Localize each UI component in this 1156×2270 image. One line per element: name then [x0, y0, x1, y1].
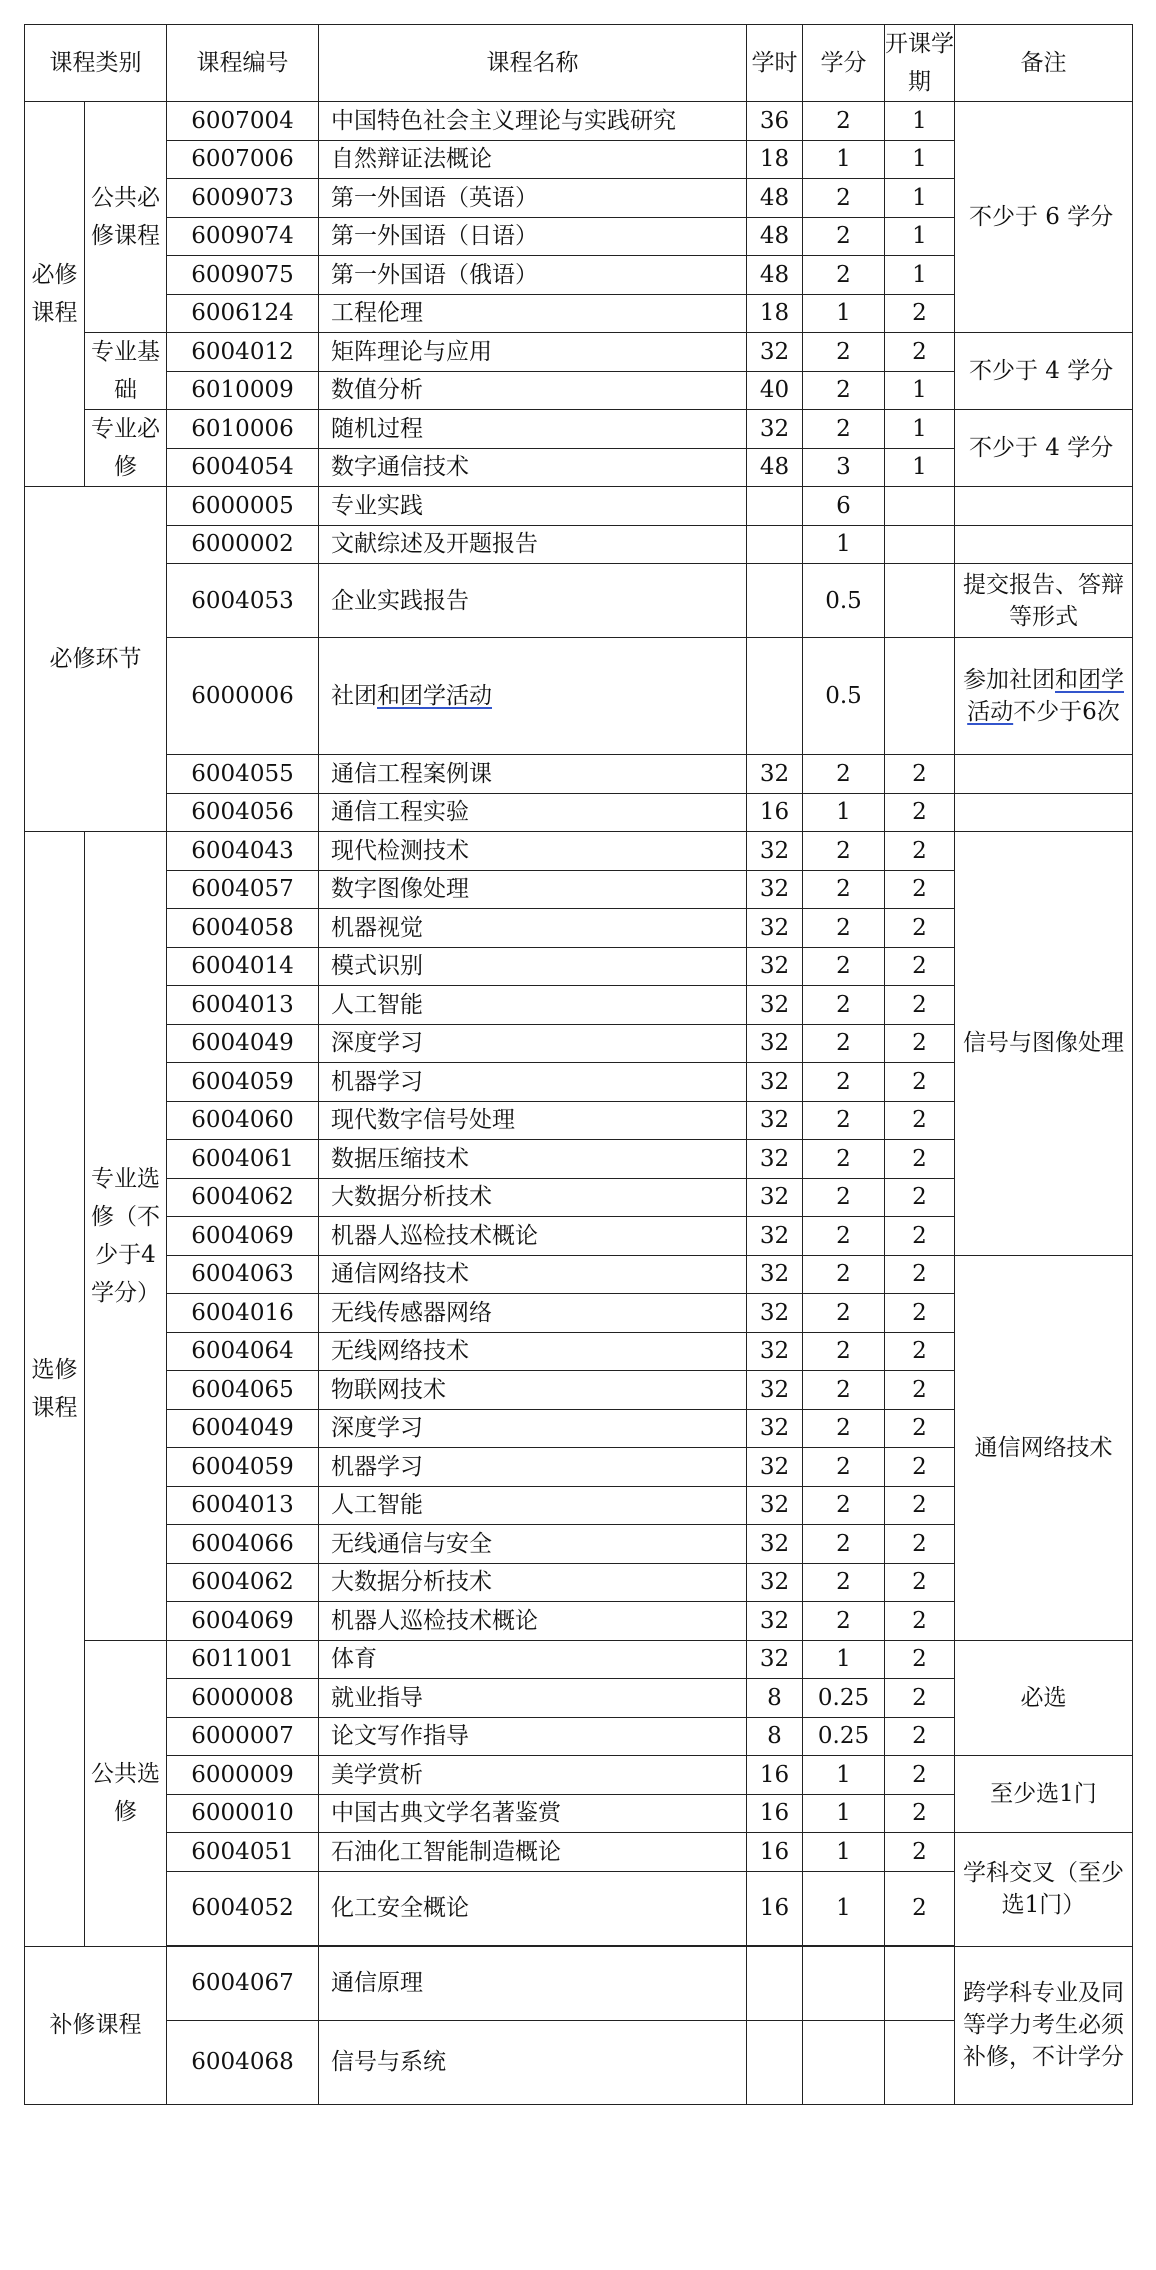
course-hours [747, 487, 803, 526]
course-name: 第一外国语（俄语） [319, 256, 747, 295]
course-code: 6004068 [167, 2020, 319, 2104]
course-name: 大数据分析技术 [319, 1178, 747, 1217]
course-hours [747, 525, 803, 564]
course-code: 6004062 [167, 1563, 319, 1602]
course-name: 矩阵理论与应用 [319, 333, 747, 372]
course-hours: 32 [747, 333, 803, 372]
course-semester: 2 [885, 1679, 955, 1718]
course-name: 数字通信技术 [319, 448, 747, 487]
course-code: 6004069 [167, 1217, 319, 1256]
course-semester: 2 [885, 947, 955, 986]
course-semester: 2 [885, 1371, 955, 1410]
note-major-required: 不少于 4 学分 [955, 410, 1133, 487]
course-name: 机器视觉 [319, 909, 747, 948]
course-hours: 32 [747, 1332, 803, 1371]
course-name: 通信工程案例课 [319, 755, 747, 794]
course-code: 6009073 [167, 179, 319, 218]
course-credits: 2 [803, 371, 885, 410]
table-row [25, 1833, 1133, 1872]
course-semester: 2 [885, 1255, 955, 1294]
course-code: 6004062 [167, 1178, 319, 1217]
course-credits: 3 [803, 448, 885, 487]
header-row [25, 25, 1133, 102]
course-semester: 2 [885, 1833, 955, 1872]
course-hours: 18 [747, 294, 803, 333]
course-hours: 18 [747, 140, 803, 179]
course-code: 6004049 [167, 1409, 319, 1448]
note-empty [955, 755, 1133, 794]
course-semester: 2 [885, 1140, 955, 1179]
note-part: 不少于6次 [1013, 699, 1120, 725]
course-semester: 2 [885, 1602, 955, 1641]
course-hours [747, 638, 803, 755]
course-credits: 1 [803, 1640, 885, 1679]
course-credits: 2 [803, 1217, 885, 1256]
note-empty [955, 793, 1133, 832]
course-code: 6004057 [167, 870, 319, 909]
table-row [25, 102, 1133, 141]
course-semester [885, 2020, 955, 2104]
course-credits: 2 [803, 1294, 885, 1333]
course-hours: 16 [747, 1833, 803, 1872]
course-code: 6000009 [167, 1756, 319, 1795]
note-interdisciplinary: 学科交叉（至少选1门） [955, 1833, 1133, 1947]
course-semester: 1 [885, 217, 955, 256]
course-code: 6004049 [167, 1024, 319, 1063]
course-hours: 32 [747, 1217, 803, 1256]
course-hours: 48 [747, 256, 803, 295]
course-code: 6004054 [167, 448, 319, 487]
course-hours: 40 [747, 371, 803, 410]
course-hours: 32 [747, 1371, 803, 1410]
course-semester: 2 [885, 1448, 955, 1487]
course-semester: 2 [885, 1486, 955, 1525]
course-credits: 2 [803, 1448, 885, 1487]
note-activities [955, 638, 1133, 755]
course-code: 6010006 [167, 410, 319, 449]
course-hours: 8 [747, 1679, 803, 1718]
course-hours: 32 [747, 1525, 803, 1564]
course-name [319, 638, 747, 755]
course-credits: 1 [803, 1756, 885, 1795]
course-code: 6004069 [167, 1602, 319, 1641]
course-name: 深度学习 [319, 1409, 747, 1448]
course-credits: 0.25 [803, 1717, 885, 1756]
course-code: 6006124 [167, 294, 319, 333]
course-code: 6004061 [167, 1140, 319, 1179]
course-semester [885, 638, 955, 755]
course-code: 6004064 [167, 1332, 319, 1371]
header-category: 课程类别 [25, 25, 167, 102]
course-name: 机器学习 [319, 1448, 747, 1487]
group-required: 必修课程 [25, 102, 85, 487]
note-comm-network: 通信网络技术 [955, 1255, 1133, 1640]
course-name: 石油化工智能制造概论 [319, 1833, 747, 1872]
course-code: 6007006 [167, 140, 319, 179]
course-credits: 2 [803, 986, 885, 1025]
course-code: 6004059 [167, 1448, 319, 1487]
course-semester: 2 [885, 1024, 955, 1063]
course-hours: 32 [747, 1294, 803, 1333]
course-hours: 48 [747, 217, 803, 256]
course-credits: 2 [803, 832, 885, 871]
course-semester: 2 [885, 1640, 955, 1679]
header-semester: 开课学期 [885, 25, 955, 102]
course-name: 论文写作指导 [319, 1717, 747, 1756]
table-row [25, 1756, 1133, 1795]
note-choose-one: 至少选1门 [955, 1756, 1133, 1833]
course-semester: 1 [885, 256, 955, 295]
course-hours: 32 [747, 1486, 803, 1525]
course-name: 深度学习 [319, 1024, 747, 1063]
header-name: 课程名称 [319, 25, 747, 102]
note-major-basic: 不少于 4 学分 [955, 333, 1133, 410]
course-name: 文献综述及开题报告 [319, 525, 747, 564]
course-credits: 2 [803, 947, 885, 986]
curriculum-table [24, 24, 1133, 2105]
note-part: 参加社团 [963, 667, 1055, 693]
table-row [25, 487, 1133, 526]
course-credits: 1 [803, 1833, 885, 1872]
course-name: 中国特色社会主义理论与实践研究 [319, 102, 747, 141]
course-semester: 2 [885, 1409, 955, 1448]
course-hours [747, 1946, 803, 2020]
header-credits: 学分 [803, 25, 885, 102]
course-hours: 32 [747, 1563, 803, 1602]
course-credits: 2 [803, 410, 885, 449]
course-semester [885, 525, 955, 564]
course-credits: 2 [803, 1178, 885, 1217]
course-credits: 1 [803, 1794, 885, 1833]
table-row [25, 1640, 1133, 1679]
course-name: 通信网络技术 [319, 1255, 747, 1294]
course-name: 机器人巡检技术概论 [319, 1602, 747, 1641]
course-credits [803, 2020, 885, 2104]
course-semester: 2 [885, 793, 955, 832]
group-major-required: 专业必修 [85, 410, 167, 487]
course-semester [885, 1946, 955, 2020]
course-code: 6000008 [167, 1679, 319, 1718]
course-hours: 32 [747, 1140, 803, 1179]
course-hours: 16 [747, 1871, 803, 1945]
course-code: 6000006 [167, 638, 319, 755]
course-code: 6009075 [167, 256, 319, 295]
course-code: 6011001 [167, 1640, 319, 1679]
course-semester: 1 [885, 140, 955, 179]
course-hours [747, 2020, 803, 2104]
course-name: 现代数字信号处理 [319, 1101, 747, 1140]
course-name: 信号与系统 [319, 2020, 747, 2104]
course-code: 6009074 [167, 217, 319, 256]
course-code: 6004016 [167, 1294, 319, 1333]
course-semester: 2 [885, 1756, 955, 1795]
course-semester: 2 [885, 1178, 955, 1217]
note-report: 提交报告、答辩等形式 [955, 564, 1133, 638]
table-row [25, 1946, 1133, 2020]
course-semester: 2 [885, 294, 955, 333]
course-hours: 32 [747, 909, 803, 948]
course-code: 6004014 [167, 947, 319, 986]
course-credits: 2 [803, 179, 885, 218]
course-name: 机器学习 [319, 1063, 747, 1102]
table-row [25, 755, 1133, 794]
header-hours: 学时 [747, 25, 803, 102]
course-credits: 1 [803, 140, 885, 179]
course-semester: 1 [885, 410, 955, 449]
course-semester: 2 [885, 1063, 955, 1102]
course-name: 体育 [319, 1640, 747, 1679]
course-semester: 2 [885, 1294, 955, 1333]
course-name: 企业实践报告 [319, 564, 747, 638]
course-name: 化工安全概论 [319, 1871, 747, 1945]
course-credits: 2 [803, 1332, 885, 1371]
course-hours: 16 [747, 1794, 803, 1833]
course-semester [885, 564, 955, 638]
course-hours: 16 [747, 793, 803, 832]
course-credits: 2 [803, 1063, 885, 1102]
course-semester: 1 [885, 448, 955, 487]
course-hours: 32 [747, 1602, 803, 1641]
course-semester: 2 [885, 1794, 955, 1833]
course-credits: 2 [803, 870, 885, 909]
course-hours: 32 [747, 832, 803, 871]
group-elective: 选修课程 [25, 832, 85, 1947]
course-semester: 2 [885, 832, 955, 871]
course-credits: 2 [803, 1409, 885, 1448]
course-name: 人工智能 [319, 1486, 747, 1525]
course-hours: 48 [747, 179, 803, 218]
course-name: 第一外国语（英语） [319, 179, 747, 218]
header-code: 课程编号 [167, 25, 319, 102]
group-major-elective: 专业选修（不少于4学分） [85, 832, 167, 1641]
course-credits: 0.5 [803, 564, 885, 638]
course-code: 6000010 [167, 1794, 319, 1833]
course-name: 数字图像处理 [319, 870, 747, 909]
course-code: 6004063 [167, 1255, 319, 1294]
course-code: 6004066 [167, 1525, 319, 1564]
course-code: 6000002 [167, 525, 319, 564]
course-credits: 1 [803, 294, 885, 333]
course-semester: 2 [885, 1101, 955, 1140]
course-code: 6004065 [167, 1371, 319, 1410]
course-hours [747, 564, 803, 638]
course-credits: 2 [803, 1024, 885, 1063]
course-credits [803, 1946, 885, 2020]
course-credits: 2 [803, 217, 885, 256]
group-public-required: 公共必修课程 [85, 102, 167, 333]
course-code: 6004052 [167, 1871, 319, 1945]
table-row [25, 410, 1133, 449]
course-name: 通信原理 [319, 1946, 747, 2020]
course-code: 6007004 [167, 102, 319, 141]
course-name: 自然辩证法概论 [319, 140, 747, 179]
course-name-part: 社团 [331, 683, 377, 709]
course-credits: 2 [803, 909, 885, 948]
course-name: 模式识别 [319, 947, 747, 986]
curriculum-table-wrapper [24, 24, 1132, 2105]
course-name: 工程伦理 [319, 294, 747, 333]
course-hours: 32 [747, 1024, 803, 1063]
group-major-basic: 专业基础 [85, 333, 167, 410]
course-code: 6004055 [167, 755, 319, 794]
course-semester: 2 [885, 909, 955, 948]
course-name: 无线通信与安全 [319, 1525, 747, 1564]
course-name: 人工智能 [319, 986, 747, 1025]
course-name-underlined: 和团学活动 [377, 683, 492, 709]
course-hours: 32 [747, 986, 803, 1025]
group-public-elective: 公共选修 [85, 1640, 167, 1946]
course-name: 第一外国语（日语） [319, 217, 747, 256]
course-semester: 2 [885, 870, 955, 909]
course-code: 6004053 [167, 564, 319, 638]
course-credits: 0.5 [803, 638, 885, 755]
course-credits: 2 [803, 1371, 885, 1410]
note-signal-image: 信号与图像处理 [955, 832, 1133, 1256]
course-semester: 1 [885, 179, 955, 218]
course-hours: 32 [747, 1063, 803, 1102]
course-name: 机器人巡检技术概论 [319, 1217, 747, 1256]
course-name: 专业实践 [319, 487, 747, 526]
course-hours: 48 [747, 448, 803, 487]
course-hours: 32 [747, 410, 803, 449]
course-credits: 0.25 [803, 1679, 885, 1718]
table-row [25, 793, 1133, 832]
course-semester [885, 487, 955, 526]
course-semester: 1 [885, 371, 955, 410]
note-public-required: 不少于 6 学分 [955, 102, 1133, 333]
course-code: 6004060 [167, 1101, 319, 1140]
course-semester: 2 [885, 986, 955, 1025]
course-hours: 32 [747, 947, 803, 986]
course-credits: 2 [803, 1563, 885, 1602]
course-name: 数值分析 [319, 371, 747, 410]
course-code: 6004067 [167, 1946, 319, 2020]
note-underlined: 和团学活动 [967, 667, 1124, 725]
course-semester: 2 [885, 1717, 955, 1756]
course-hours: 32 [747, 870, 803, 909]
course-hours: 32 [747, 755, 803, 794]
table-row [25, 638, 1133, 755]
table-row [25, 1255, 1133, 1294]
course-code: 6010009 [167, 371, 319, 410]
course-semester: 2 [885, 1525, 955, 1564]
course-code: 6004051 [167, 1833, 319, 1872]
course-credits: 2 [803, 1486, 885, 1525]
course-hours: 32 [747, 1448, 803, 1487]
course-code: 6004058 [167, 909, 319, 948]
course-semester: 2 [885, 333, 955, 372]
note-empty [955, 487, 1133, 526]
course-credits: 2 [803, 1602, 885, 1641]
course-hours: 16 [747, 1756, 803, 1795]
course-semester: 2 [885, 1871, 955, 1945]
course-credits: 2 [803, 1140, 885, 1179]
course-credits: 2 [803, 333, 885, 372]
group-remedial: 补修课程 [25, 1946, 167, 2104]
course-code: 6004013 [167, 1486, 319, 1525]
course-code: 6000007 [167, 1717, 319, 1756]
table-row [25, 333, 1133, 372]
course-hours: 8 [747, 1717, 803, 1756]
course-name: 通信工程实验 [319, 793, 747, 832]
course-credits: 6 [803, 487, 885, 526]
course-credits: 2 [803, 102, 885, 141]
course-name: 现代检测技术 [319, 832, 747, 871]
course-name: 随机过程 [319, 410, 747, 449]
table-row [25, 525, 1133, 564]
header-notes: 备注 [955, 25, 1133, 102]
course-credits: 2 [803, 755, 885, 794]
course-hours: 36 [747, 102, 803, 141]
course-semester: 2 [885, 1332, 955, 1371]
group-required-links: 必修环节 [25, 487, 167, 832]
note-mandatory: 必选 [955, 1640, 1133, 1756]
course-hours: 32 [747, 1255, 803, 1294]
course-semester: 1 [885, 102, 955, 141]
note-empty [955, 525, 1133, 564]
course-credits: 2 [803, 1525, 885, 1564]
course-code: 6004056 [167, 793, 319, 832]
course-semester: 2 [885, 1217, 955, 1256]
course-credits: 1 [803, 525, 885, 564]
note-remedial: 跨学科专业及同等学力考生必须补修，不计学分 [955, 1946, 1133, 2104]
course-code: 6004013 [167, 986, 319, 1025]
course-hours: 32 [747, 1409, 803, 1448]
course-name: 大数据分析技术 [319, 1563, 747, 1602]
course-code: 6004043 [167, 832, 319, 871]
table-row [25, 564, 1133, 638]
course-hours: 32 [747, 1640, 803, 1679]
course-credits: 2 [803, 1255, 885, 1294]
course-name: 无线传感器网络 [319, 1294, 747, 1333]
course-name: 就业指导 [319, 1679, 747, 1718]
course-credits: 2 [803, 1101, 885, 1140]
course-name: 美学赏析 [319, 1756, 747, 1795]
course-credits: 1 [803, 793, 885, 832]
table-row [25, 832, 1133, 871]
course-semester: 2 [885, 755, 955, 794]
course-credits: 2 [803, 256, 885, 295]
course-code: 6000005 [167, 487, 319, 526]
course-hours: 32 [747, 1178, 803, 1217]
course-code: 6004059 [167, 1063, 319, 1102]
course-name: 无线网络技术 [319, 1332, 747, 1371]
course-code: 6004012 [167, 333, 319, 372]
course-semester: 2 [885, 1563, 955, 1602]
course-name: 物联网技术 [319, 1371, 747, 1410]
course-credits: 1 [803, 1871, 885, 1945]
course-name: 中国古典文学名著鉴赏 [319, 1794, 747, 1833]
course-name: 数据压缩技术 [319, 1140, 747, 1179]
course-hours: 32 [747, 1101, 803, 1140]
